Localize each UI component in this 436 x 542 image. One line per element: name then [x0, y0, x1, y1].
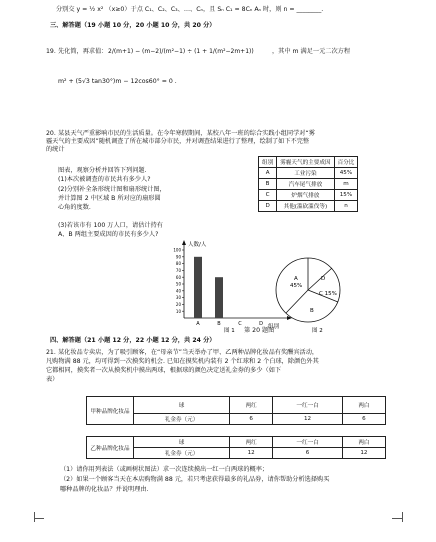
y-axis-arrow [182, 240, 186, 245]
q20-line: (3)若该市有 100 万人口，请估计持有 [58, 222, 163, 229]
q20-line: A、B 两组主要成因的市民有多少人? [58, 231, 159, 238]
pie-label-c: C 15% [319, 291, 337, 297]
q19-equation: m² + (5√3 tan30°)m − 12cos60° = 0 . [58, 78, 177, 85]
q21-line: 它都相同，摸奖者一次从摸奖机中摸出两球，根据球的颜色决定送礼金券的多少（如下 [46, 367, 282, 374]
table-cell: 汽车尾气排放 [277, 179, 334, 190]
table-header: 百分比 [334, 157, 358, 168]
q20-line: (1)本次被调查的市民共有多少人? [58, 176, 151, 183]
q21-line: 表） [46, 376, 59, 383]
table-header: 球 [134, 397, 230, 414]
q19-intro: 先化简，再求值： [58, 48, 108, 55]
table-cell: 45% [334, 168, 358, 179]
table-cell: 6 [342, 414, 385, 425]
x-tick-label: A [196, 321, 200, 327]
brand-name: 甲种品牌化妆品 [87, 397, 134, 425]
q20-line: 霾天气的主要成因”随机调查了所在城市部分市民，并对调查结果进行了整理，绘制了如下不完整 [46, 138, 310, 145]
table-cell: m [334, 179, 358, 190]
y-tick-label: 90 [175, 254, 181, 260]
q20-line: 某县天气严重影响市民的生活质量。在今年寒假期间，某校八年一班的综合实践小组同学对“雾 [58, 130, 315, 137]
pie-divider [308, 268, 332, 290]
table-cell: 6 [273, 448, 343, 459]
corner-mark [34, 518, 44, 529]
y-tick-label: 50 [175, 281, 181, 287]
section4-title: 四、解答题（21 小题 12 分，22 小题 12 分，共 24 分） [50, 337, 216, 344]
table-header: 两红 [230, 437, 273, 448]
table-header: 组别 [259, 157, 277, 168]
q21-line: 凡购物满 88 元，均可得到一次摸奖的机会. 已知在摸奖机内装有 2 个红球和 2 个白球，除颜色外其 [46, 358, 319, 365]
q21-part2-cont: 哪种品牌的化妆品？并说明理由. [60, 486, 149, 493]
table-cell: 其他(滥砍滥伐等) [277, 201, 334, 212]
y-tick-label: 80 [175, 261, 181, 267]
table-cell: 12 [230, 448, 273, 459]
table-cell: D [259, 201, 277, 212]
table-header: 一红一白 [273, 397, 343, 414]
table-cell: 6 [230, 414, 273, 425]
x-tick-label: B [217, 321, 221, 327]
q20-line: 心角的度数. [58, 204, 91, 211]
pie-label-a [290, 276, 302, 289]
table-header: 雾霾天气的主要成因 [277, 157, 334, 168]
pie-label-b: B [310, 308, 314, 314]
pie-label-a-pct: 45% [290, 283, 303, 289]
q20-line: (2)分别补全条形统计图和扇形统计图， [58, 186, 166, 193]
corner-mark [392, 518, 402, 529]
q19-condition: ，其中 m 满足一元二次方程 [272, 48, 351, 55]
brand-yi-table [86, 436, 386, 459]
pie-label-d: D [321, 276, 326, 282]
q20-line: 并计算图 2 中区域 B 所对应的扇形圆 [58, 195, 161, 202]
brand-jia-table [86, 396, 386, 425]
table-cell: B [259, 179, 277, 190]
bar-B [215, 277, 223, 318]
section3-title: 三、解答题（19 小题 10 分，20 小题 10 分，共 20 分） [50, 22, 216, 29]
figure1-caption: 图 1 [224, 328, 235, 334]
table-cell: 礼金券（元） [134, 448, 230, 459]
y-tick-label: 30 [175, 295, 181, 301]
table-cell: 15% [334, 190, 358, 201]
brand-name: 乙种品牌化妆品 [87, 437, 134, 459]
table-header: 两白 [342, 437, 385, 448]
figure-caption: 第 20 题图 [244, 327, 275, 334]
y-tick-label: 10 [175, 308, 181, 314]
q19-number: 19. [46, 48, 56, 55]
y-tick-label: 60 [175, 274, 181, 280]
figure2-caption: 图 2 [312, 328, 323, 334]
x-axis-label: 组别 [268, 324, 280, 330]
y-axis-label: 人数/人 [188, 242, 207, 248]
table-cell: 礼金券（元） [134, 414, 230, 425]
y-tick-label: 40 [175, 288, 181, 294]
table-cell: 炉烟气排放 [277, 190, 334, 201]
q20-line: 的统计 [46, 146, 65, 153]
table-cell: 工业污染 [277, 168, 334, 179]
pie-chart [266, 250, 366, 336]
y-tick-label: 100 [173, 247, 181, 253]
table-header: 两红 [230, 397, 273, 414]
q21-line: 某化妆品专卖店，为了吸引顾客，在“母亲节”当天举办了甲、乙两种品牌化妆品有奖酬宾活动， [58, 349, 319, 356]
cause-table [258, 156, 358, 212]
q20-line: 图表，观察分析并回答下列问题. [58, 167, 147, 174]
table-header: 两白 [342, 397, 385, 414]
q19-formula: 2/(m+1) − (m−2)/(m²−1) ÷ (1 + 1/(m²−2m+1)) [108, 48, 254, 55]
pie-label-a-letter: A [294, 276, 298, 282]
table-header: 一红一白 [273, 437, 343, 448]
y-tick-label: 20 [175, 302, 181, 307]
top-question-line: 分别交 y = ½ x² （x≥0）于点 C₁、C₂、C₃、…、Cₙ，且 Sₙ C₁ = 8Cₙ Aₙ 时，则 n = ________. [56, 6, 324, 13]
x-tick-label: C [238, 321, 242, 327]
q21-number: 21. [46, 349, 56, 356]
table-cell: 12 [342, 448, 385, 459]
table-cell: C [259, 190, 277, 201]
table-cell: 12 [273, 414, 343, 425]
q20-number: 20. [46, 130, 56, 137]
q21-part1: （1）请你用列表法（或画树状图法）求一次连续摸出一红一白两球的概率； [60, 466, 269, 473]
q21-part2: （2）如果一个顾客当天在本店购物满 88 元，若只考虑获得最多的礼品券，请你帮助分析选择购买 [60, 476, 330, 483]
pie-divider [286, 290, 308, 313]
table-header: 球 [134, 437, 230, 448]
bar-A [194, 257, 202, 318]
y-tick-label: 70 [175, 268, 181, 273]
table-cell: A [259, 168, 277, 179]
table-cell: n [334, 201, 358, 212]
x-tick-label: D [259, 321, 263, 327]
